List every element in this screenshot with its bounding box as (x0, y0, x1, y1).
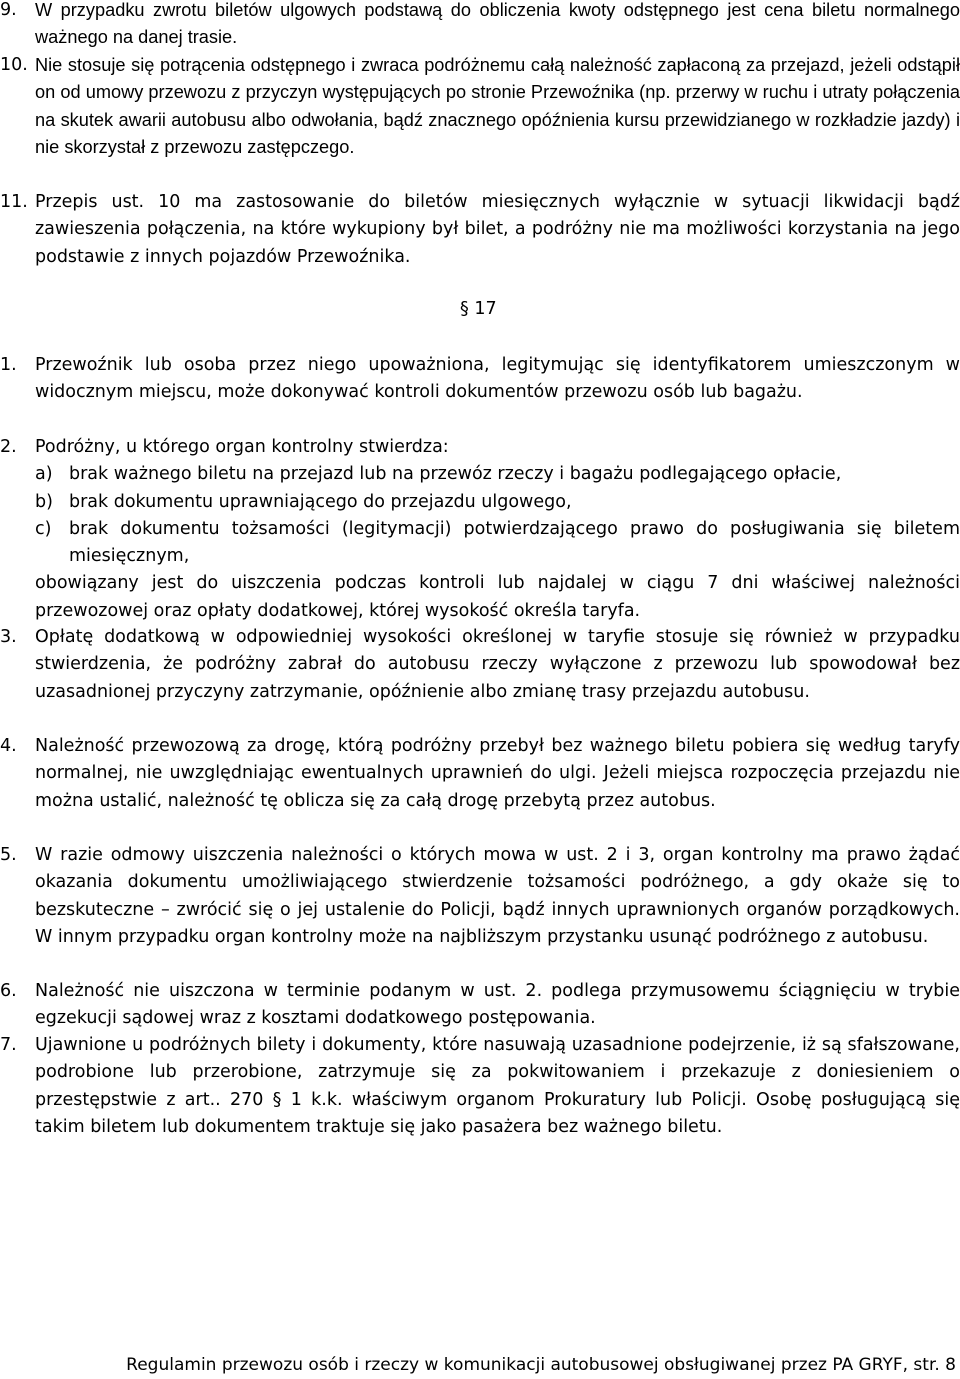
item-text: W razie odmowy uiszczenia należności o których mowa w ust. 2 i 3, organ kontrolny ma prawo żądać okazania dokumentu umożliwiającego stwierdzenie tożsamości podróżnego, a gdy okaże się to bezskuteczne – zwrócić się o jej ustalenie do Policji, bądź innych uprawnionych organów porządkowych. W innym przypadku organ kontrolny może na najbliższym przystanku usunąć podróżnego z autobusu. (35, 845, 960, 947)
item-text: Przewoźnik lub osoba przez niego upoważniona, legitymując się identyfikatorem umieszczonym w widocznym miejscu, może dokonywać kontroli dokumentów przewozu osób lub bagażu. (35, 355, 960, 403)
item-number: 11. (0, 192, 28, 212)
item-text: Nie stosuje się potrącenia odstępnego i zwraca podróżnemu całą należność zapłaconą za przejazd, jeżeli odstąpił on od umowy przewozu z przyczyn występujących po stronie Przewoźnika (np. przerwy w ruchu i utraty połączenia na skutek awarii autobusu albo odwołania, bądź znacznego opóźnienia kursu przewidzianego w rozkładzie jazdy) i nie skorzystał z przewozu zastępczego. (35, 55, 960, 157)
item-number: 5. (0, 845, 17, 865)
item-number: 2. (0, 437, 17, 457)
list-item-7 (0, 1032, 960, 1141)
item-intro: Podróżny, u którego organ kontrolny stwierdza: (35, 437, 449, 457)
subitem-text: brak dokumentu tożsamości (legitymacji) potwierdzającego prawo do posługiwania się biletem miesięcznym, (69, 518, 960, 567)
list-item-6 (0, 978, 960, 1033)
item-number: 9. (0, 0, 17, 20)
subitem-label: a) (35, 464, 53, 485)
list-item-1 (0, 352, 960, 407)
item-outro: obowiązany jest do uiszczenia podczas kontroli lub najdalej w ciągu 7 dni właściwej należności przewozowej oraz opłaty dodatkowej, której wysokość określa taryfa. (35, 573, 960, 621)
subitem-label: b) (35, 491, 53, 512)
item-number: 10. (0, 55, 28, 75)
item-text: Przepis ust. 10 ma zastosowanie do biletów miesięcznych wyłącznie w sytuacji likwidacji bądź zawieszenia połączenia, na które wykupiony był bilet, a podróżny nie ma możliwości korzystania na jego podstawie z innych pojazdów Przewoźnika. (35, 192, 960, 267)
item-text: W przypadku zwrotu biletów ulgowych podstawą do obliczenia kwoty odstępnego jest cena biletu normalnego ważnego na danej trasie. (35, 0, 960, 48)
item-text: Ujawnione u podróżnych bilety i dokumenty, które nasuwają uzasadnione podejrzenie, iż są sfałszowane, podrobione lub przerobione, zatrzymuje się za pokwitowaniem i przekazuje z doniesieniem o przestępstwie z art.. 270 § 1 k.k. właściwym organom Prokuratury lub Policji. Osobę posługującą się takim biletem lub dokumentem traktuje się jako pasażera bez ważnego biletu. (35, 1035, 960, 1137)
item-number: 3. (0, 627, 17, 647)
subitem-text: brak ważnego biletu na przejazd lub na przewóz rzeczy i bagażu podlegającego opłacie, (69, 464, 842, 485)
list-item-4 (0, 733, 960, 815)
list-item-11 (0, 189, 960, 271)
list-item-3 (0, 624, 960, 706)
item-number: 7. (0, 1035, 17, 1055)
section-heading: § 17 (460, 299, 497, 319)
subitem-label: c) (35, 518, 52, 539)
subitem-c (35, 516, 960, 571)
item-body (35, 434, 960, 625)
list-item-5 (0, 842, 960, 951)
item-number: 4. (0, 736, 17, 756)
subitem-b (35, 489, 960, 516)
list-item-10 (0, 52, 960, 161)
list-item-9 (0, 0, 960, 52)
subitem-a (35, 461, 960, 488)
page-footer: Regulamin przewozu osób i rzeczy w komunikacji autobusowej obsługiwanej przez PA GRYF, str. 8 (126, 1355, 956, 1375)
item-text: Należność nie uiszczona w terminie podanym w ust. 2. podlega przymusowemu ściągnięciu w trybie egzekucji sądowej wraz z kosztami dodatkowego postępowania. (35, 981, 960, 1029)
item-number: 1. (0, 355, 17, 375)
item-text: Należność przewozową za drogę, którą podróżny przebył bez ważnego biletu pobiera się według taryfy normalnej, nie uwzględniając ewentualnych uprawnień do ulgi. Jeżeli miejsca rozpoczęcia przejazdu nie można ustalić, należność tę oblicza się za całą drogę przebytą przez autobus. (35, 736, 960, 811)
item-number: 6. (0, 981, 17, 1001)
list-item-2 (0, 434, 960, 625)
subitem-text: brak dokumentu uprawniającego do przejazdu ulgowego, (69, 491, 572, 512)
item-text: Opłatę dodatkową w odpowiedniej wysokości określonej w taryfie stosuje się również w przypadku stwierdzenia, że podróżny zabrał do autobusu rzeczy wyłączone z przewozu lub spowodował bez uzasadnionej przyczyny zatrzymanie, opóźnienie albo zmianę trasy przejazdu autobusu. (35, 627, 960, 702)
